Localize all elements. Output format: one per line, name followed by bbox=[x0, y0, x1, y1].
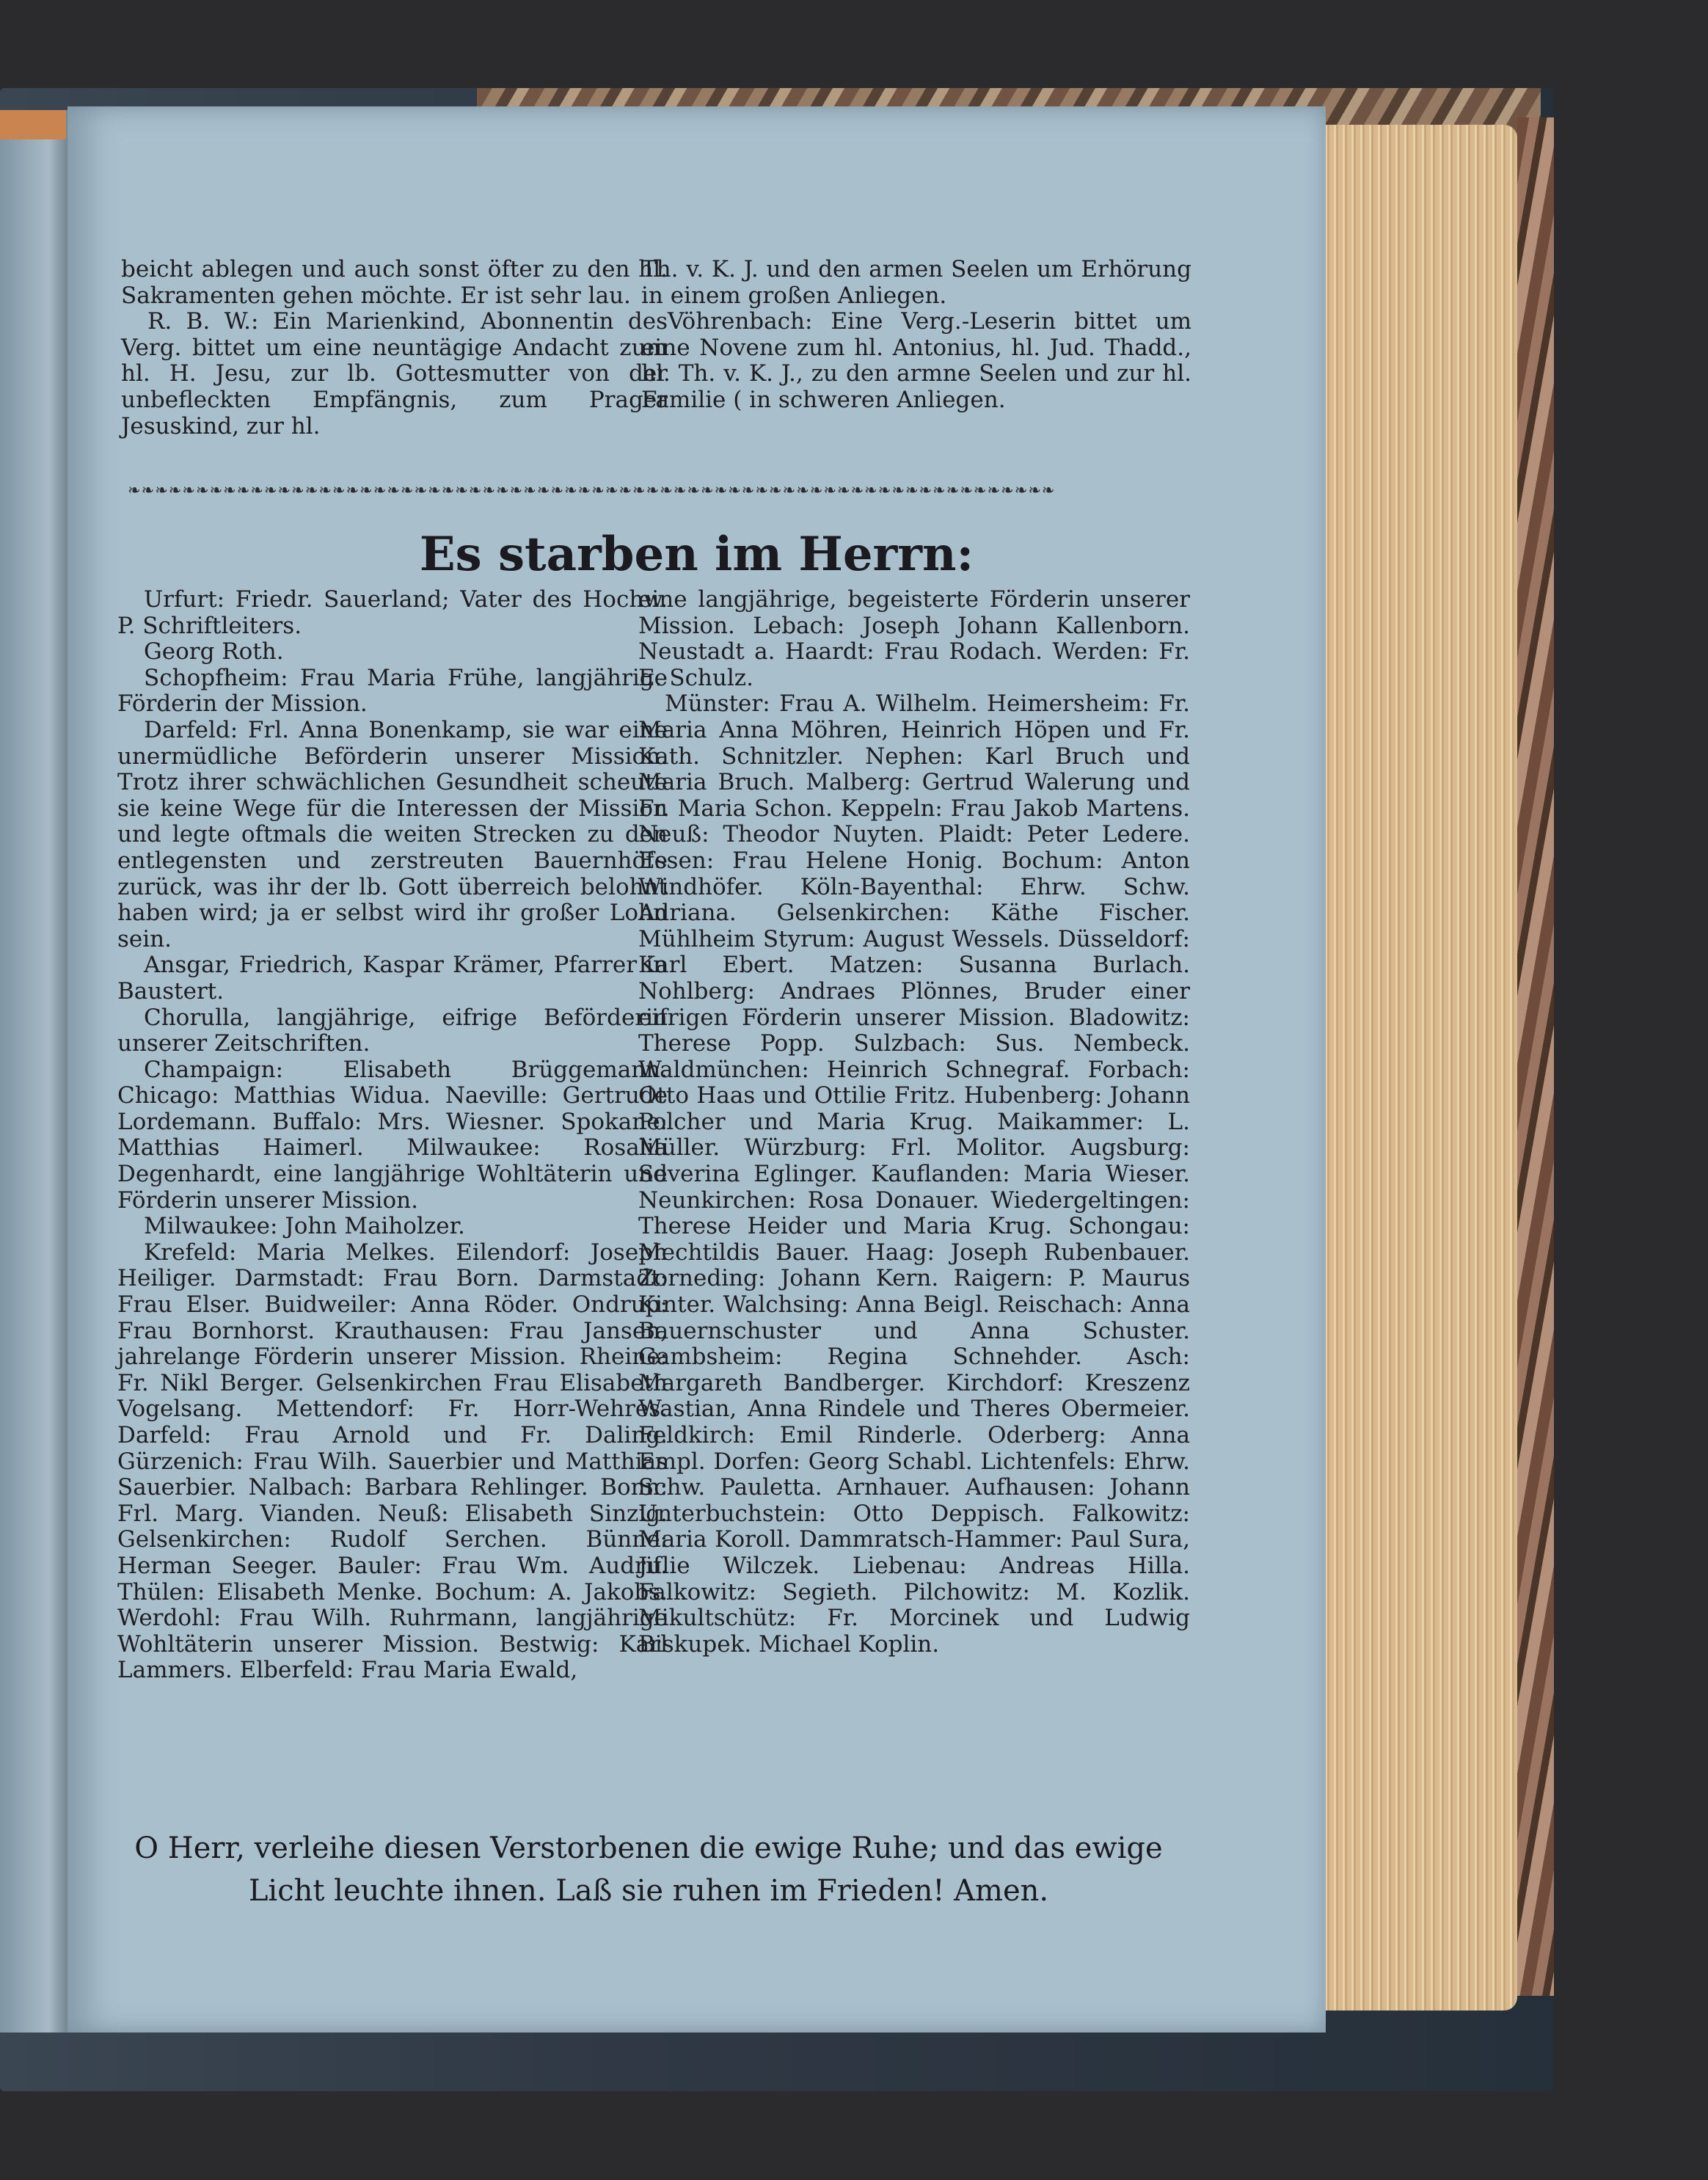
obituary-right-column bbox=[638, 587, 1190, 1658]
obituary-entry: eine langjährige, begeisterte Förderin unserer Mission. Lebach: Joseph Johann Kallenborn. Neustadt a. Haardt: Frau Rodach. Werden: Fr. E. Schulz. bbox=[638, 586, 1190, 691]
paragraph: Vöhrenbach: Eine Verg.-Leserin bittet um eine Novene zum hl. Antonius, hl. Jud. Thadd., hl. Th. v. K. J., zu den armne Seelen und zur hl. Familie ( in schweren Anliegen. bbox=[641, 308, 1191, 413]
top-right-column bbox=[641, 257, 1191, 414]
paragraph: Th. v. K. J. und den armen Seelen um Erhörung in einem großen Anliegen. bbox=[641, 256, 1191, 309]
obituary-entry: Chorulla, langjährige, eifrige Beförderin unserer Zeitschriften. bbox=[117, 1004, 668, 1057]
obituary-entry: Urfurt: Friedr. Sauerland; Vater des Hochw. P. Schriftleiters. bbox=[117, 586, 668, 639]
obituary-entry: Darfeld: Frl. Anna Bonenkamp, sie war eine unermüdliche Beförderin unserer Mission. Trotz ihrer schwächlichen Gesundheit scheute sie keine Wege für die Interessen der Mission und legte oftmals die weiten Strecken zu den entlegensten und zerstreuten Bauernhöfe zurück, was ihr der lb. Gott überreich belohnt haben wird; ja er selbst wird ihr großer Lohn sein. bbox=[117, 716, 668, 952]
obituary-entry: Ansgar, Friedrich, Kaspar Krämer, Pfarrer in Baustert. bbox=[117, 952, 668, 1005]
marbled-cover-right bbox=[1517, 117, 1554, 1996]
top-left-column bbox=[121, 257, 668, 440]
paragraph: beicht ablegen und auch sonst öfter zu den hl. Sakramenten gehen möchte. Er ist sehr lau. bbox=[121, 256, 668, 309]
obituary-left-column bbox=[117, 587, 668, 1684]
obituary-entry: Milwaukee: John Maiholzer. bbox=[144, 1213, 465, 1240]
paragraph: R. B. W.: Ein Marienkind, Abonnentin des Verg. bittet um eine neuntägige Andacht zum hl. H. Jesu, zur lb. Gottesmutter von der unbefleckten Empfängnis, zum Prager Jesuskind, zur hl. bbox=[121, 308, 668, 440]
book-page bbox=[67, 106, 1326, 2033]
page-block-edge bbox=[1321, 125, 1517, 2011]
obituary-entry: Münster: Frau A. Wilhelm. Heimersheim: Fr. Maria Anna Möhren, Heinrich Höpen und Fr. Kath. Schnitzler. Nephen: Karl Bruch und Maria Bruch. Malberg: Gertrud Walerung und Fr. Maria Schon. Keppeln: Frau Jakob Martens. Neuß: Theodor Nuyten. Plaidt: Peter Ledere. Essen: Frau Helene Honig. Bochum: Anton Windhöfer. Köln-Bayenthal: Ehrw. Schw. Adriana. Gelsenkirchen: Käthe Fischer. Mühlheim Styrum: August Wessels. Düsseldorf: Karl Ebert. Matzen: Susanna Burlach. Nohlberg: Andraes Plönnes, Bruder einer eifrigen Förderin unserer Mission. Bladowitz: Therese Popp. Sulzbach: Sus. Nembeck. Waldmünchen: Heinrich Schnegraf. Forbach: Otto Haas und Ottilie Fritz. Hubenberg: Johann Polcher und Maria Krug. Maikammer: L. Müller. Würzburg: Frl. Molitor. Augsburg: Severina Eglinger. Kauflanden: Maria Wieser. Neunkirchen: Rosa Donauer. Wiedergeltingen: Therese Heider und Maria Krug. Schongau: Mechtildis Bauer. Haag: Joseph Rubenbauer. Zorneding: Johann Kern. Raigern: P. Maurus Kinter. Walchsing: Anna Beigl. Reischach: Anna Bauernschuster und Anna Schuster. Gambsheim: Regina Schnehder. Asch: Margareth Bandberger. Kirchdorf: Kreszenz Wastian, Anna Rindele und Theres Obermeier. Feldkirch: Emil Rinderle. Oderberg: Anna Empl. Dorfen: Georg Schabl. Lichtenfels: Ehrw. Schw. Pauletta. Arnhauer. Aufhausen: Johann Unterbuchstein: Otto Deppisch. Falkowitz: Maria Koroll. Dammratsch-Hammer: Paul Sura, Julie Wilczek. Liebenau: Andreas Hilla. Falkowitz: Segieth. Pilchowitz: M. Kozlik. Mikultschütz: Fr. Morcinek und Ludwig Biskupek. Michael Koplin. bbox=[638, 690, 1190, 1658]
closing-prayer: O Herr, verleihe diesen Verstorbenen die ewige Ruhe; und das ewige Licht leuchte ihnen. Laß sie ruhen im Frieden! Amen. bbox=[134, 1831, 1163, 1908]
obituary-entry: Champaign: Elisabeth Brüggemann. Chicago: Matthias Widua. Naeville: Gertrude Lordemann. Buffalo: Mrs. Wiesner. Spokane: Matthias Haimerl. Milwaukee: Rosalia Degenhardt, eine langjährige Wohltäterin und Förderin unserer Mission. bbox=[117, 1056, 668, 1214]
ornamental-divider: ❧❧❧❧❧❧❧❧❧❧❧❧❧❧❧❧❧❧❧❧❧❧❧❧❧❧❧❧❧❧❧❧❧❧❧❧❧❧❧❧❧❧❧❧❧❧❧❧❧❧❧❧❧❧❧❧❧❧❧❧❧❧❧❧❧❧❧❧ bbox=[128, 482, 1056, 498]
obituary-entry: Georg Roth. bbox=[144, 638, 284, 666]
facing-page-edge bbox=[0, 110, 70, 2033]
obituary-entry: Krefeld: Maria Melkes. Eilendorf: Joseph Heiliger. Darmstadt: Frau Born. Darmstadt: Frau Elser. Buidweiler: Anna Röder. Ondrup: Frau Bornhorst. Krauthausen: Frau Jansen, jahrelange Förderin unserer Mission. Rheine: Fr. Nikl Berger. Gelsenkirchen Frau Elisabeth Vogelsang. Mettendorf: Fr. Horr-Wehres. Darfeld: Frau Arnold und Fr. Daling. Gürzenich: Frau Wilh. Sauerbier und Matthias Sauerbier. Nalbach: Barbara Rehlinger. Bonn: Frl. Marg. Vianden. Neuß: Elisabeth Sinzig. Gelsenkirchen: Rudolf Serchen. Bünne: Herman Seeger. Bauler: Frau Wm. Audrif. Thülen: Elisabeth Menke. Bochum: A. Jakobs. Werdohl: Frau Wilh. Ruhrmann, langjährige Wohltäterin unserer Mission. Bestwig: Karl Lammers. Elberfeld: Frau Maria Ewald, bbox=[117, 1239, 668, 1684]
facing-page-corner bbox=[0, 110, 66, 139]
obituary-entry: Schopfheim: Frau Maria Frühe, langjährige Förderin der Mission. bbox=[117, 664, 668, 718]
section-heading: Es starben im Herrn: bbox=[419, 527, 974, 582]
